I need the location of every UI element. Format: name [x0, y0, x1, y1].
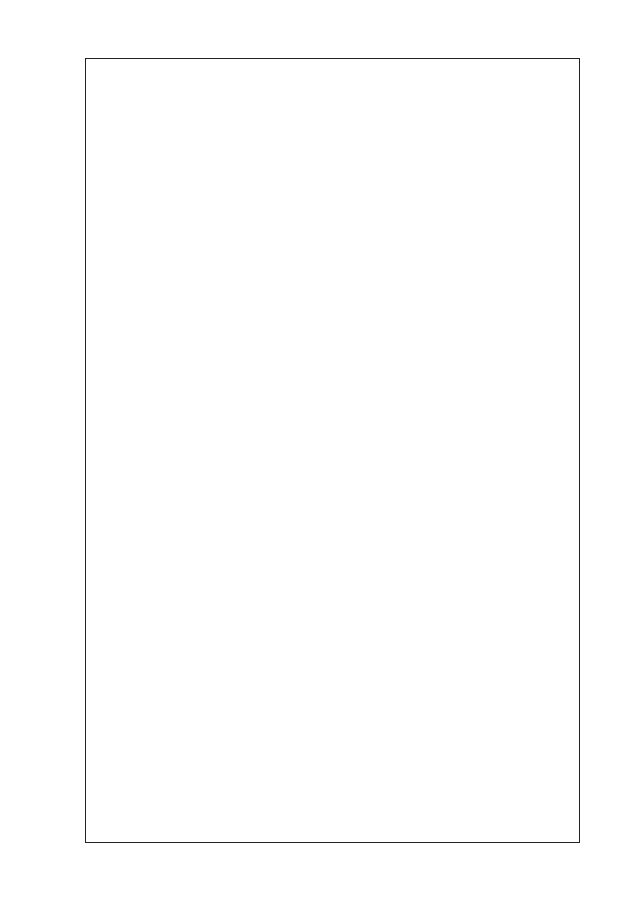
footer-reference — [594, 100, 608, 400]
rotated-table — [85, 58, 580, 843]
